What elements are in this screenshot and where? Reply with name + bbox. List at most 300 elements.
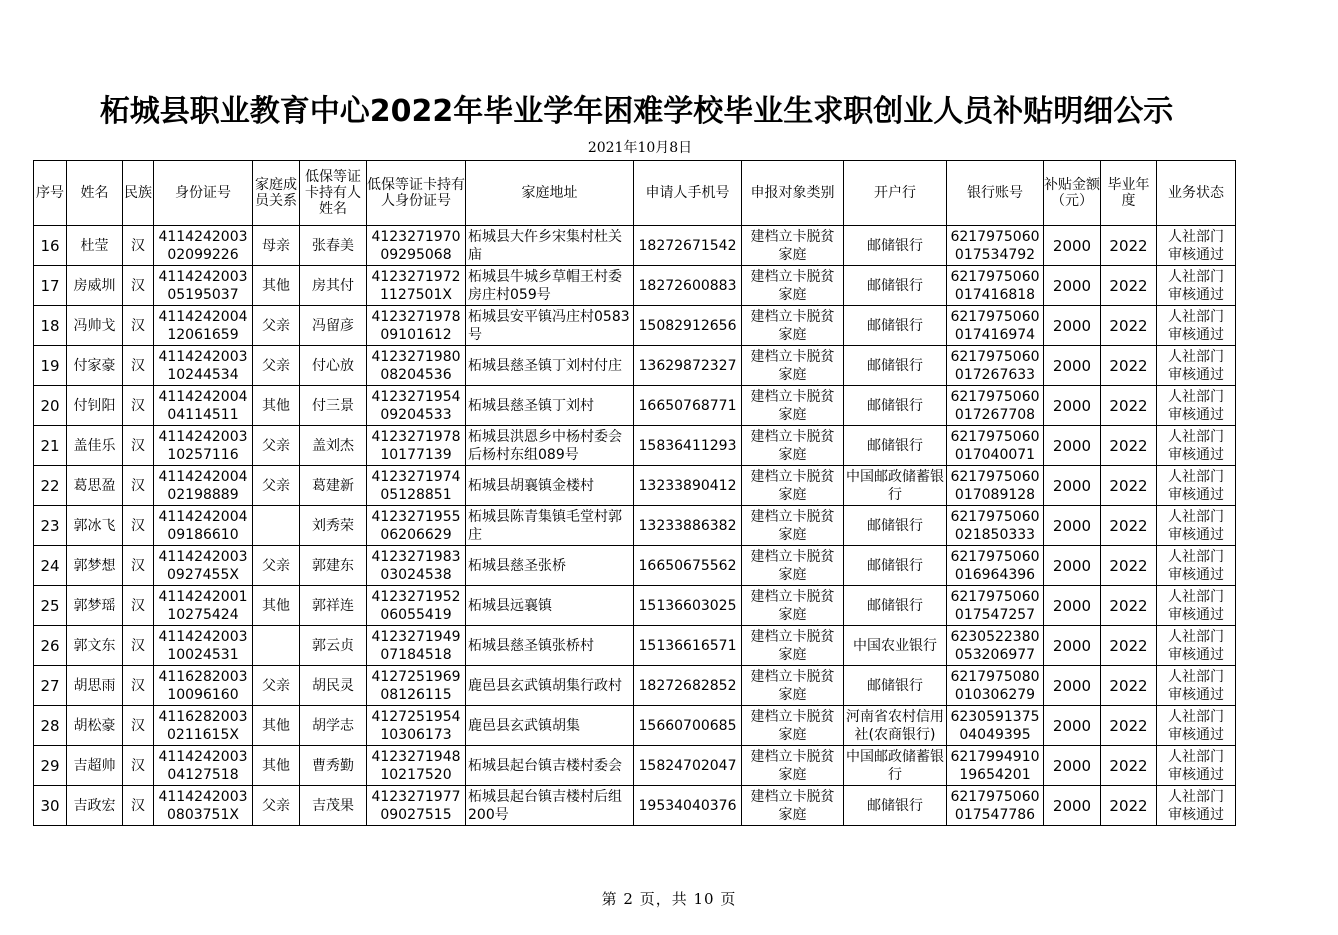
seq-cell: [34, 426, 67, 466]
amount-cell: [1044, 626, 1101, 666]
cell-line: 017267633: [954, 366, 1036, 383]
name-cell: [67, 666, 123, 706]
cell-line: 10177139: [380, 446, 452, 463]
cell-text: 15836411293: [638, 437, 737, 454]
cell-text: 房其付: [312, 277, 354, 294]
cell-line: 4127251954: [371, 708, 461, 725]
cell-line: 02198889: [167, 486, 239, 503]
seq-cell: [34, 706, 67, 746]
cell-line: 10096160: [167, 686, 239, 703]
cell-text: 2022: [1109, 716, 1148, 735]
year-cell: [1101, 586, 1157, 626]
cell-line: 0803751X: [167, 806, 239, 823]
cell-text: 冯留彦: [312, 317, 354, 334]
cell-text: 房威圳: [73, 277, 116, 294]
id-cell: [154, 626, 253, 666]
cell-text: 13233890412: [638, 477, 737, 494]
cell-text: 邮储银行: [867, 797, 923, 814]
holder-cell: [300, 546, 367, 586]
cell-text: 15824702047: [638, 757, 737, 774]
cell-line: 6217975080: [950, 668, 1040, 685]
address-cell: [466, 386, 634, 426]
cell-text: 汉: [131, 237, 145, 254]
table-row: [34, 426, 1236, 466]
cell-text: 柘城县慈圣张桥: [468, 557, 566, 574]
cell-text: 18272600883: [638, 277, 737, 294]
cell-text: 父亲: [262, 317, 290, 334]
category-cell: [742, 226, 844, 266]
name-cell: [67, 306, 123, 346]
cell-text: 其他: [262, 277, 290, 294]
cell-text: 2022: [1109, 436, 1148, 455]
cell-line: 审核通过: [1168, 566, 1224, 583]
cell-text: 葛思盈: [73, 477, 116, 494]
cell-text: 2022: [1109, 396, 1148, 415]
cell-line: 建档立卡脱贫: [750, 708, 835, 725]
cell-line: 4114242003: [158, 428, 248, 445]
ethnic-cell: [123, 306, 154, 346]
account-cell: [947, 626, 1044, 666]
cell-text: 柘城县慈圣镇张桥村: [468, 637, 594, 654]
cell-text: 柘城县慈圣镇丁刘村: [468, 397, 594, 414]
cell-text: 15136616571: [638, 637, 737, 654]
cell-line: 4127251969: [371, 668, 461, 685]
cell-text: 柘城县慈圣镇丁刘村付庄: [468, 357, 622, 374]
table-row: [34, 226, 1236, 266]
address-cell: [466, 346, 634, 386]
page-footer: 第 2 页，共 10 页: [601, 890, 737, 908]
cell-line: 017040071: [954, 446, 1036, 463]
ethnic-cell: [123, 786, 154, 826]
status-cell: [1157, 706, 1236, 746]
cell-line: 017547257: [954, 606, 1036, 623]
table-row: [34, 506, 1236, 546]
table-row: [34, 746, 1236, 786]
address-cell: [466, 546, 634, 586]
cell-line: 人社部门: [1168, 788, 1224, 805]
cell-text: 邮储银行: [867, 317, 923, 334]
cell-text: 2022: [1109, 596, 1148, 615]
phone-cell: [634, 666, 742, 706]
name-cell: [67, 706, 123, 746]
seq-cell: [34, 466, 67, 506]
cell-text: 2022: [1109, 356, 1148, 375]
name-cell: [67, 226, 123, 266]
cell-text: 邮储银行: [867, 597, 923, 614]
cell-text: 张春美: [312, 237, 354, 254]
holder-cell: [300, 226, 367, 266]
cell-text: 28: [40, 716, 60, 735]
cell-text: 邮储银行: [867, 357, 923, 374]
cell-line: 09204533: [380, 406, 452, 423]
cell-text: 曹秀勤: [312, 757, 354, 774]
cell-text: 郭冰飞: [73, 517, 116, 534]
cell-line: 053206977: [954, 646, 1036, 663]
cell-line: 家庭: [778, 566, 807, 583]
name-cell: [67, 466, 123, 506]
holder-id-cell: [367, 626, 466, 666]
bank-cell: [844, 706, 947, 746]
cell-text: 柘城县陈青集镇毛堂村郭庄: [468, 508, 622, 543]
cell-text: 邮储银行: [867, 397, 923, 414]
cell-text: 23: [40, 516, 60, 535]
cell-text: 吉茂果: [312, 797, 354, 814]
name-cell: [67, 586, 123, 626]
seq-cell: [34, 626, 67, 666]
cell-text: 胡民灵: [312, 677, 354, 694]
table-body: [34, 226, 1236, 826]
status-cell: [1157, 586, 1236, 626]
cell-line: 4114242003: [158, 628, 248, 645]
cell-line: 审核通过: [1168, 366, 1224, 383]
phone-cell: [634, 346, 742, 386]
status-cell: [1157, 666, 1236, 706]
cell-line: 审核通过: [1168, 446, 1224, 463]
cell-text: 邮储银行: [867, 557, 923, 574]
id-cell: [154, 746, 253, 786]
cell-text: 父亲: [262, 557, 290, 574]
category-cell: [742, 586, 844, 626]
seq-cell: [34, 266, 67, 306]
cell-text: 2000: [1052, 436, 1092, 455]
cell-line: 人社部门: [1168, 748, 1224, 765]
holder-id-cell: [367, 586, 466, 626]
cell-text: 柘城县牛城乡草帽王村委房庄村059号: [468, 268, 622, 303]
cell-text: 郭云贞: [312, 637, 354, 654]
amount-cell: [1044, 586, 1101, 626]
cell-text: 汉: [131, 317, 145, 334]
holder-cell: [300, 706, 367, 746]
amount-cell: [1044, 346, 1101, 386]
cell-text: 汉: [131, 597, 145, 614]
seq-cell: [34, 586, 67, 626]
cell-text: 鹿邑县玄武镇胡集行政村: [468, 677, 622, 694]
cell-line: 人社部门: [1168, 228, 1224, 245]
cell-line: 09186610: [167, 526, 239, 543]
header-name: 姓名: [67, 161, 123, 226]
holder-id-cell: [367, 706, 466, 746]
year-cell: [1101, 506, 1157, 546]
cell-text: 26: [40, 636, 60, 655]
cell-line: 建档立卡脱贫: [750, 268, 835, 285]
cell-text: 汉: [131, 557, 145, 574]
address-cell: [466, 306, 634, 346]
bank-cell: [844, 666, 947, 706]
relation-cell: [253, 586, 300, 626]
cell-line: 4123271974: [371, 468, 461, 485]
address-cell: [466, 786, 634, 826]
cell-text: 河南省农村信用社(农商银行): [846, 708, 944, 743]
cell-line: 人社部门: [1168, 388, 1224, 405]
name-cell: [67, 506, 123, 546]
status-cell: [1157, 226, 1236, 266]
cell-line: 审核通过: [1168, 806, 1224, 823]
seq-cell: [34, 306, 67, 346]
address-cell: [466, 226, 634, 266]
ethnic-cell: [123, 706, 154, 746]
cell-text: 汉: [131, 757, 145, 774]
cell-text: 2022: [1109, 556, 1148, 575]
cell-text: 2000: [1052, 636, 1092, 655]
cell-line: 审核通过: [1168, 606, 1224, 623]
ethnic-cell: [123, 546, 154, 586]
amount-cell: [1044, 226, 1101, 266]
status-cell: [1157, 306, 1236, 346]
cell-text: 2000: [1052, 316, 1092, 335]
cell-text: 柘城县胡襄镇金楼村: [468, 477, 594, 494]
ethnic-cell: [123, 226, 154, 266]
cell-text: 2000: [1052, 756, 1092, 775]
bank-cell: [844, 506, 947, 546]
holder-id-cell: [367, 466, 466, 506]
seq-cell: [34, 506, 67, 546]
amount-cell: [1044, 746, 1101, 786]
holder-id-cell: [367, 306, 466, 346]
account-cell: [947, 506, 1044, 546]
phone-cell: [634, 546, 742, 586]
cell-line: 6230591375: [950, 708, 1040, 725]
publish-date: 2021年10月8日: [587, 140, 693, 156]
cell-text: 2022: [1109, 316, 1148, 335]
amount-cell: [1044, 786, 1101, 826]
cell-text: 父亲: [262, 477, 290, 494]
cell-line: 4114242003: [158, 748, 248, 765]
cell-line: 010306279: [954, 686, 1036, 703]
cell-line: 4123271980: [371, 348, 461, 365]
cell-line: 04114511: [167, 406, 239, 423]
cell-line: 家庭: [778, 686, 807, 703]
cell-text: 其他: [262, 717, 290, 734]
cell-text: 16: [40, 236, 60, 255]
cell-line: 017089128: [954, 486, 1036, 503]
cell-line: 建档立卡脱贫: [750, 588, 835, 605]
cell-text: 2022: [1109, 276, 1148, 295]
cell-text: 20: [40, 396, 60, 415]
cell-text: 付心放: [312, 357, 354, 374]
cell-text: 胡松豪: [73, 717, 116, 734]
cell-text: 其他: [262, 757, 290, 774]
cell-line: 4116282003: [158, 708, 248, 725]
status-cell: [1157, 386, 1236, 426]
amount-cell: [1044, 386, 1101, 426]
status-cell: [1157, 786, 1236, 826]
cell-line: 021850333: [954, 526, 1036, 543]
cell-line: 4123271983: [371, 548, 461, 565]
cell-text: 胡思雨: [73, 677, 116, 694]
account-cell: [947, 426, 1044, 466]
cell-line: 6217975060: [950, 348, 1040, 365]
cell-text: 汉: [131, 357, 145, 374]
year-cell: [1101, 306, 1157, 346]
cell-line: 017416974: [954, 326, 1036, 343]
cell-line: 审核通过: [1168, 326, 1224, 343]
status-cell: [1157, 466, 1236, 506]
cell-line: 人社部门: [1168, 668, 1224, 685]
cell-line: 12061659: [167, 326, 239, 343]
address-cell: [466, 426, 634, 466]
category-cell: [742, 746, 844, 786]
cell-line: 4123271978: [371, 428, 461, 445]
account-cell: [947, 466, 1044, 506]
cell-text: 2000: [1052, 276, 1092, 295]
cell-line: 家庭: [778, 606, 807, 623]
cell-text: 郭梦瑶: [73, 597, 116, 614]
header-ethnic: 民族: [123, 161, 154, 226]
amount-cell: [1044, 466, 1101, 506]
account-cell: [947, 226, 1044, 266]
cell-line: 09101612: [380, 326, 452, 343]
bank-cell: [844, 466, 947, 506]
cell-line: 审核通过: [1168, 766, 1224, 783]
year-cell: [1101, 626, 1157, 666]
cell-text: 鹿邑县玄武镇胡集: [468, 717, 580, 734]
id-cell: [154, 506, 253, 546]
cell-text: 24: [40, 556, 60, 575]
cell-text: 18272671542: [638, 237, 737, 254]
cell-line: 建档立卡脱贫: [750, 548, 835, 565]
cell-text: 柘城县远襄镇: [468, 597, 552, 614]
phone-cell: [634, 226, 742, 266]
cell-line: 建档立卡脱贫: [750, 508, 835, 525]
address-cell: [466, 586, 634, 626]
address-cell: [466, 626, 634, 666]
holder-id-cell: [367, 346, 466, 386]
header-bank: 开户行: [844, 161, 947, 226]
status-cell: [1157, 426, 1236, 466]
cell-text: 29: [40, 756, 60, 775]
cell-text: 2000: [1052, 476, 1092, 495]
cell-line: 4116282003: [158, 668, 248, 685]
bank-cell: [844, 786, 947, 826]
cell-text: 刘秀荣: [312, 517, 354, 534]
seq-cell: [34, 386, 67, 426]
cell-text: 付三景: [312, 397, 354, 414]
cell-text: 邮储银行: [867, 237, 923, 254]
table-row: [34, 626, 1236, 666]
status-cell: [1157, 746, 1236, 786]
page-title: 柘城县职业教育中心2022年毕业学年困难学校毕业生求职创业人员补贴明细公示: [99, 94, 1174, 129]
bank-cell: [844, 586, 947, 626]
cell-text: 17: [40, 276, 60, 295]
cell-line: 09295068: [380, 246, 452, 263]
cell-line: 建档立卡脱贫: [750, 348, 835, 365]
seq-cell: [34, 546, 67, 586]
relation-cell: [253, 546, 300, 586]
cell-text: 16650675562: [638, 557, 737, 574]
holder-cell: [300, 746, 367, 786]
cell-text: 15136603025: [638, 597, 737, 614]
cell-text: 18272682852: [638, 677, 737, 694]
ethnic-cell: [123, 466, 154, 506]
year-cell: [1101, 466, 1157, 506]
cell-line: 08204536: [380, 366, 452, 383]
cell-line: 建档立卡脱贫: [750, 668, 835, 685]
cell-text: 30: [40, 796, 60, 815]
category-cell: [742, 386, 844, 426]
cell-line: 6217975060: [950, 268, 1040, 285]
year-cell: [1101, 346, 1157, 386]
relation-cell: [253, 666, 300, 706]
cell-text: 付钊阳: [73, 397, 116, 414]
cell-line: 家庭: [778, 526, 807, 543]
id-cell: [154, 786, 253, 826]
address-cell: [466, 466, 634, 506]
account-cell: [947, 386, 1044, 426]
cell-text: 父亲: [262, 357, 290, 374]
cell-text: 汉: [131, 397, 145, 414]
holder-cell: [300, 506, 367, 546]
cell-line: 6217975060: [950, 308, 1040, 325]
address-cell: [466, 666, 634, 706]
cell-text: 2022: [1109, 756, 1148, 775]
cell-line: 6217975060: [950, 788, 1040, 805]
cell-line: 家庭: [778, 486, 807, 503]
category-cell: [742, 266, 844, 306]
table-row: [34, 546, 1236, 586]
cell-line: 4114242004: [158, 508, 248, 525]
cell-text: 吉超帅: [73, 757, 116, 774]
cell-line: 05128851: [380, 486, 452, 503]
ethnic-cell: [123, 506, 154, 546]
year-cell: [1101, 266, 1157, 306]
cell-text: 郭梦想: [73, 557, 116, 574]
relation-cell: [253, 426, 300, 466]
category-cell: [742, 466, 844, 506]
relation-cell: [253, 746, 300, 786]
bank-cell: [844, 746, 947, 786]
status-cell: [1157, 626, 1236, 666]
name-cell: [67, 386, 123, 426]
category-cell: [742, 346, 844, 386]
header-status: 业务状态: [1157, 161, 1236, 226]
amount-cell: [1044, 666, 1101, 706]
cell-text: 2000: [1052, 236, 1092, 255]
cell-line: 审核通过: [1168, 686, 1224, 703]
table-row: [34, 466, 1236, 506]
cell-line: 人社部门: [1168, 428, 1224, 445]
bank-cell: [844, 546, 947, 586]
account-cell: [947, 586, 1044, 626]
amount-cell: [1044, 546, 1101, 586]
phone-cell: [634, 386, 742, 426]
cell-text: 2022: [1109, 676, 1148, 695]
amount-cell: [1044, 506, 1101, 546]
ethnic-cell: [123, 586, 154, 626]
name-cell: [67, 786, 123, 826]
cell-text: 27: [40, 676, 60, 695]
cell-line: 家庭: [778, 646, 807, 663]
id-cell: [154, 546, 253, 586]
ethnic-cell: [123, 746, 154, 786]
id-cell: [154, 346, 253, 386]
cell-text: 父亲: [262, 677, 290, 694]
cell-text: 郭建东: [312, 557, 354, 574]
holder-id-cell: [367, 226, 466, 266]
cell-line: 家庭: [778, 806, 807, 823]
header-relation: 家庭成员关系: [253, 161, 300, 226]
cell-line: 017416818: [954, 286, 1036, 303]
category-cell: [742, 306, 844, 346]
cell-line: 建档立卡脱贫: [750, 748, 835, 765]
cell-text: 盖刘杰: [312, 437, 354, 454]
cell-text: 汉: [131, 277, 145, 294]
phone-cell: [634, 786, 742, 826]
phone-cell: [634, 426, 742, 466]
year-cell: [1101, 706, 1157, 746]
relation-cell: [253, 466, 300, 506]
cell-line: 审核通过: [1168, 486, 1224, 503]
ethnic-cell: [123, 346, 154, 386]
